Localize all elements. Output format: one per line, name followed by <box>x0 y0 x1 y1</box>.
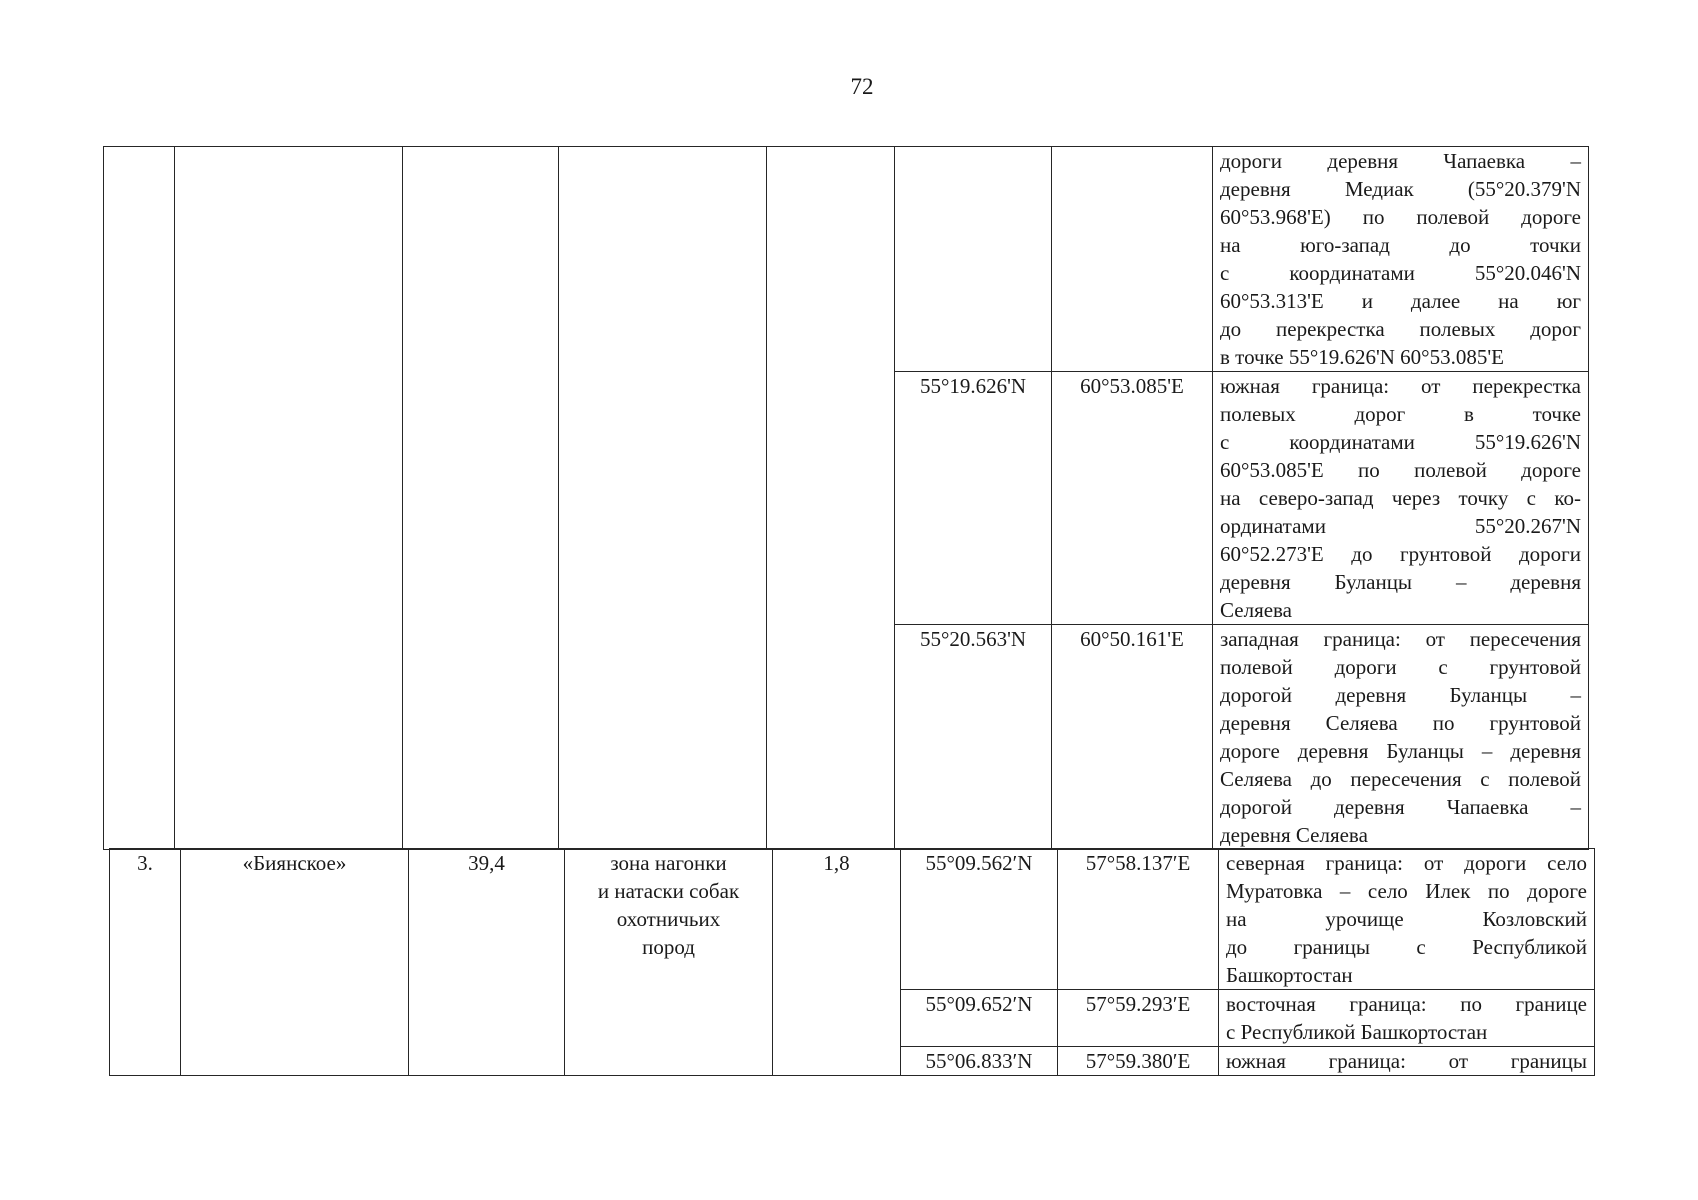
boundary-description: восточная граница: по границе с Республикой Башкортостан <box>1219 990 1595 1047</box>
area-cell: 39,4 <box>409 849 565 1076</box>
latitude-cell: 55°20.563'N <box>895 625 1052 850</box>
longitude-cell: 57°58.137′E <box>1058 849 1219 990</box>
area-cell <box>403 147 559 850</box>
purpose-cell: зона нагонки и натаски собак охотничьих пород <box>565 849 773 1076</box>
table-row <box>104 147 1589 372</box>
name-cell <box>175 147 403 850</box>
name-cell: «Биянское» <box>181 849 409 1076</box>
latitude-cell: 55°09.652′N <box>901 990 1058 1047</box>
longitude-cell: 57°59.380′E <box>1058 1047 1219 1076</box>
boundary-description: северная граница: от дороги село Муратовка – село Илек по дороге на урочище Козловский до границы с Республикой Башкортостан <box>1219 849 1595 990</box>
latitude-cell: 55°09.562′N <box>901 849 1058 990</box>
number-cell: 3. <box>110 849 181 1076</box>
latitude-cell: 55°19.626'N <box>895 372 1052 625</box>
longitude-cell <box>1052 147 1213 372</box>
table-row <box>110 849 1595 990</box>
boundary-description: южная граница: от границы <box>1219 1047 1595 1076</box>
entry-table <box>109 848 1595 1076</box>
longitude-cell: 57°59.293′E <box>1058 990 1219 1047</box>
boundary-description: дороги деревня Чапаевка – деревня Медиак (55°20.379'N 60°53.968'E) по полевой дороге на юго-запад до точки с координатами 55°20.046'N 60°53.313'E и далее на юг до перекрестка полевых дорог в точке 55°19.626'N 60°53.085'E <box>1213 147 1589 372</box>
latitude-cell: 55°06.833′N <box>901 1047 1058 1076</box>
page-number: 72 <box>850 74 874 99</box>
boundary-description: южная граница: от перекрестка полевых дорог в точке с координатами 55°19.626'N 60°53.085'E по полевой дороге на северо-запад через точку с ко- ординатами 55°20.267'N 60°52.273'E до грунтовой дороги деревня Буланцы – деревня Селяева <box>1213 372 1589 625</box>
number-cell <box>104 147 175 850</box>
latitude-cell <box>895 147 1052 372</box>
continuation-table <box>103 146 1589 850</box>
longitude-cell: 60°53.085'E <box>1052 372 1213 625</box>
longitude-cell: 60°50.161'E <box>1052 625 1213 850</box>
zone-area-cell <box>767 147 895 850</box>
boundary-description: западная граница: от пересечения полевой дороги с грунтовой дорогой деревня Буланцы – деревня Селяева по грунтовой дороге деревня Буланцы – деревня Селяева до пересечения с полевой дорогой деревня Чапаевка – деревня Селяева <box>1213 625 1589 850</box>
zone-area-cell: 1,8 <box>773 849 901 1076</box>
purpose-cell <box>559 147 767 850</box>
